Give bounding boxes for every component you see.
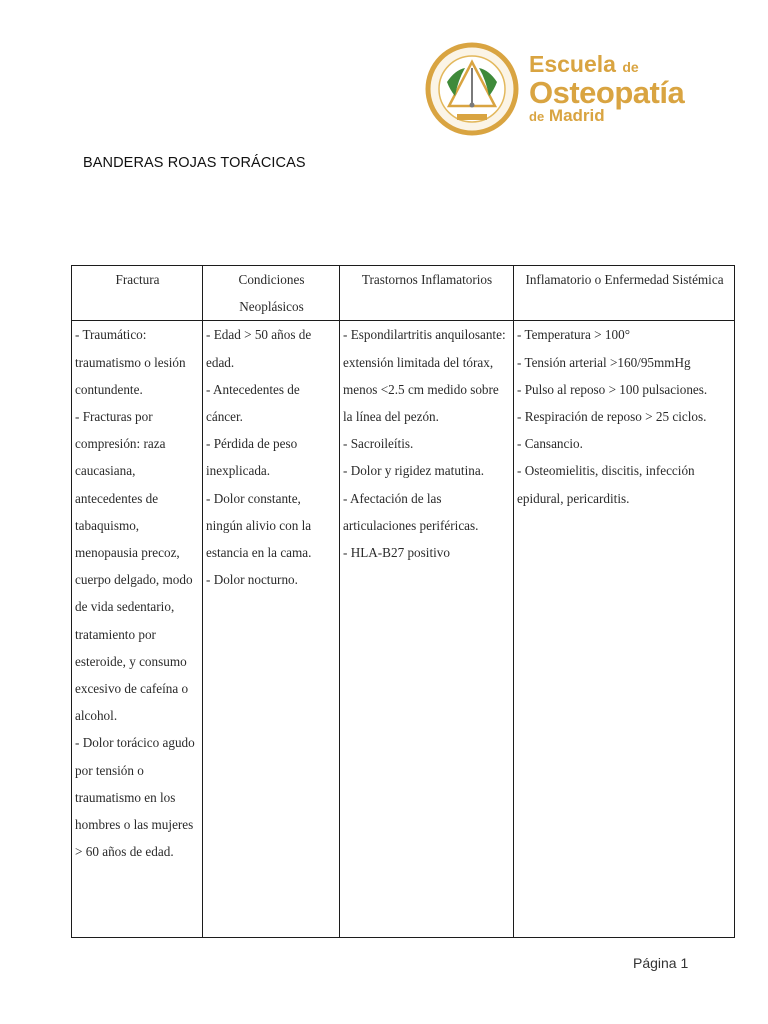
- list-item: - Edad > 50 años de edad.: [206, 327, 312, 370]
- list-item: - Fracturas por compresión: raza caucasiana, antecedentes de tabaquismo, menopausia precoz, cuerpo delgado, modo de vida sedentario, tratamiento por esteroide, y consumo excesivo de cafeína o alcohol.: [75, 409, 193, 724]
- header-fractura: Fractura: [72, 266, 203, 321]
- table-header-row: [72, 266, 735, 321]
- header-neoplasicos: Condiciones Neoplásicos: [203, 266, 340, 321]
- list-item: - Tensión arterial >160/95mmHg: [517, 354, 691, 370]
- list-item: - Afectación de las articulaciones periféricas.: [343, 490, 479, 533]
- school-emblem-icon: [425, 42, 521, 138]
- header-inflamatorios: Trastornos Inflamatorios: [340, 266, 514, 321]
- logo-line-2: Osteopatía: [529, 75, 685, 110]
- logo-line-1-suffix: de: [622, 59, 639, 75]
- list-item: - Respiración de reposo > 25 ciclos.: [517, 409, 707, 425]
- list-item: - Dolor y rigidez matutina.: [343, 463, 484, 479]
- list-item: - Sacroileítis.: [343, 436, 414, 452]
- red-flags-table: [71, 265, 735, 938]
- list-item: - Pérdida de peso inexplicada.: [206, 436, 298, 479]
- page-number: Página 1: [633, 955, 689, 971]
- list-item: - Dolor nocturno.: [206, 572, 298, 588]
- document-title: BANDERAS ROJAS TORÁCICAS: [83, 155, 306, 171]
- logo-line-3-prefix: de: [529, 109, 545, 124]
- list-item: - Dolor constante, ningún alivio con la estancia en la cama.: [206, 490, 312, 561]
- list-item: - Antecedentes de cáncer.: [206, 381, 300, 425]
- list-item: - Espondilartritis anquilosante: extensión limitada del tórax, menos <2.5 cm medido sobre la línea del pezón.: [343, 327, 506, 425]
- list-item: - Cansancio.: [517, 436, 583, 452]
- cell-neoplasicos: [203, 321, 340, 938]
- list-item: - Osteomielitis, discitis, infección epidural, pericarditis.: [517, 463, 695, 506]
- logo-line-3: Madrid: [548, 106, 605, 125]
- cell-fractura: [72, 321, 203, 938]
- logo-line-1: Escuela: [529, 51, 616, 77]
- table-body-row: [72, 321, 735, 938]
- header-sistemica: Inflamatorio o Enfermedad Sistémica: [514, 266, 735, 321]
- cell-sistemica: [514, 321, 735, 938]
- list-item: - Temperatura > 100°: [517, 327, 630, 343]
- list-item: - Pulso al reposo > 100 pulsaciones.: [517, 381, 708, 397]
- school-logo: [425, 42, 695, 138]
- cell-inflamatorios: [340, 321, 514, 938]
- list-item: - Dolor torácico agudo por tensión o traumatismo en los hombres o las mujeres > 60 años de edad.: [75, 735, 195, 860]
- list-item: - HLA-B27 positivo: [343, 545, 450, 561]
- list-item: - Traumático: traumatismo o lesión contundente.: [75, 327, 186, 397]
